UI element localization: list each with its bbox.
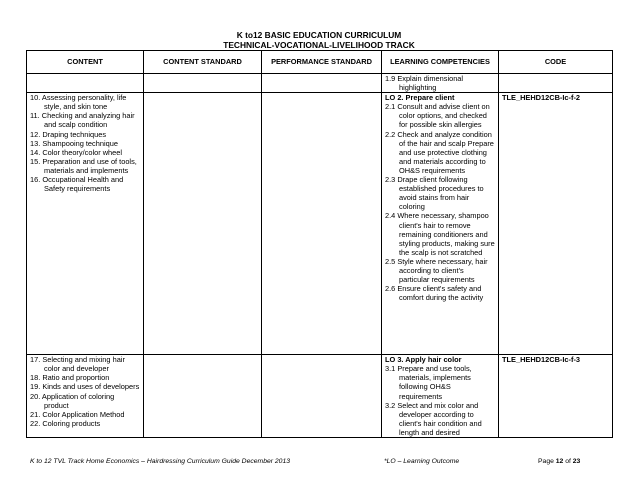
footer-document-name: K to 12 TVL Track Home Economics – Hairdressing Curriculum Guide December 2013	[30, 458, 291, 465]
competency-item: 2.6 Ensure client's safety and comfort during the activity	[385, 284, 484, 303]
performance-standard-cell	[262, 93, 382, 355]
code-cell: TLE_HEHD12CB-Ic-f-2	[499, 93, 613, 355]
code-cell	[499, 74, 613, 93]
document-subtitle: TECHNICAL-VOCATIONAL-LIVELIHOOD TRACK	[223, 40, 415, 50]
competency-item: 3.2 Select and mix color and developer according to client's hair condition and length and desired	[385, 400, 482, 437]
competency-item: 2.1 Consult and advise client on color options, and checked for possible skin allergies	[385, 102, 490, 130]
content-item: 14. Color theory/color wheel	[30, 147, 123, 157]
content-item: 13. Shampooing technique	[30, 138, 118, 148]
competency-item: 2.4 Where necessary, shampoo client's hair to remove remaining conditioners and styling products, making sure the scalp is not scratched	[385, 211, 495, 257]
competency-item: 1.9 Explain dimensional highlighting	[385, 74, 464, 93]
content-item: 16. Occupational Health and Safety requirements	[30, 175, 124, 194]
content-item: 18. Ratio and proportion	[30, 373, 110, 383]
content-item: 11. Checking and analyzing hair and scalp condition	[30, 111, 135, 130]
content-cell	[27, 93, 144, 355]
footer-page-number	[538, 458, 580, 466]
document-title: K to12 BASIC EDUCATION CURRICULUM	[236, 30, 402, 40]
footer-lo-note: *LO – Learning Outcome	[384, 458, 460, 465]
table-header-row	[27, 51, 613, 74]
performance-standard-cell	[262, 74, 382, 93]
learning-outcome-title: LO 3. Apply hair color	[385, 355, 462, 365]
competency-item: 2.5 Style where necessary, hair according to client's particular requirements	[385, 256, 488, 285]
content-item: 15. Preparation and use of tools, materials and implements	[30, 156, 137, 175]
content-cell	[27, 74, 144, 93]
content-item: 10. Assessing personality, life style, and skin tone	[30, 93, 127, 112]
curriculum-table	[26, 50, 613, 438]
competencies-cell	[382, 355, 499, 438]
learning-outcome-title: LO 2. Prepare client	[385, 93, 455, 103]
page-prefix: Page	[538, 458, 556, 465]
header-performance-standard: PERFORMANCE STANDARD	[262, 51, 382, 74]
content-item: 22. Coloring products	[30, 418, 101, 428]
header-learning-competencies: LEARNING COMPETENCIES	[382, 51, 499, 74]
competencies-cell	[382, 93, 499, 355]
content-item: 12. Draping techniques	[30, 129, 107, 139]
content-cell	[27, 355, 144, 438]
content-item: 19. Kinds and uses of developers	[30, 382, 140, 392]
competency-item: 2.2 Check and analyze condition of the hair and scalp Prepare and use protective clothing and materials according to OH&S requirements	[385, 129, 494, 175]
competency-item: 3.1 Prepare and use tools, materials, implements following OH&S requirements	[385, 364, 472, 401]
competencies-cell	[382, 74, 499, 93]
content-item: 21. Color Application Method	[30, 409, 125, 419]
page-current: 12	[555, 458, 564, 465]
content-item: 20. Application of coloring product	[30, 391, 115, 410]
page-total: 23	[572, 458, 581, 465]
header-content: CONTENT	[27, 51, 144, 74]
performance-standard-cell	[262, 355, 382, 438]
code-cell: TLE_HEHD12CB-Ic-f-3	[499, 355, 613, 438]
header-code: CODE	[499, 51, 613, 74]
competency-item: 2.3 Drape client following established procedures to avoid stains from hair coloring	[385, 175, 484, 212]
page-of: of	[563, 458, 573, 465]
content-standard-cell	[144, 93, 262, 355]
content-standard-cell	[144, 74, 262, 93]
table-row	[27, 355, 613, 438]
content-standard-cell	[144, 355, 262, 438]
table-row	[27, 93, 613, 355]
content-item: 17. Selecting and mixing hair color and developer	[30, 355, 125, 374]
header-content-standard: CONTENT STANDARD	[144, 51, 262, 74]
table-row	[27, 74, 613, 93]
